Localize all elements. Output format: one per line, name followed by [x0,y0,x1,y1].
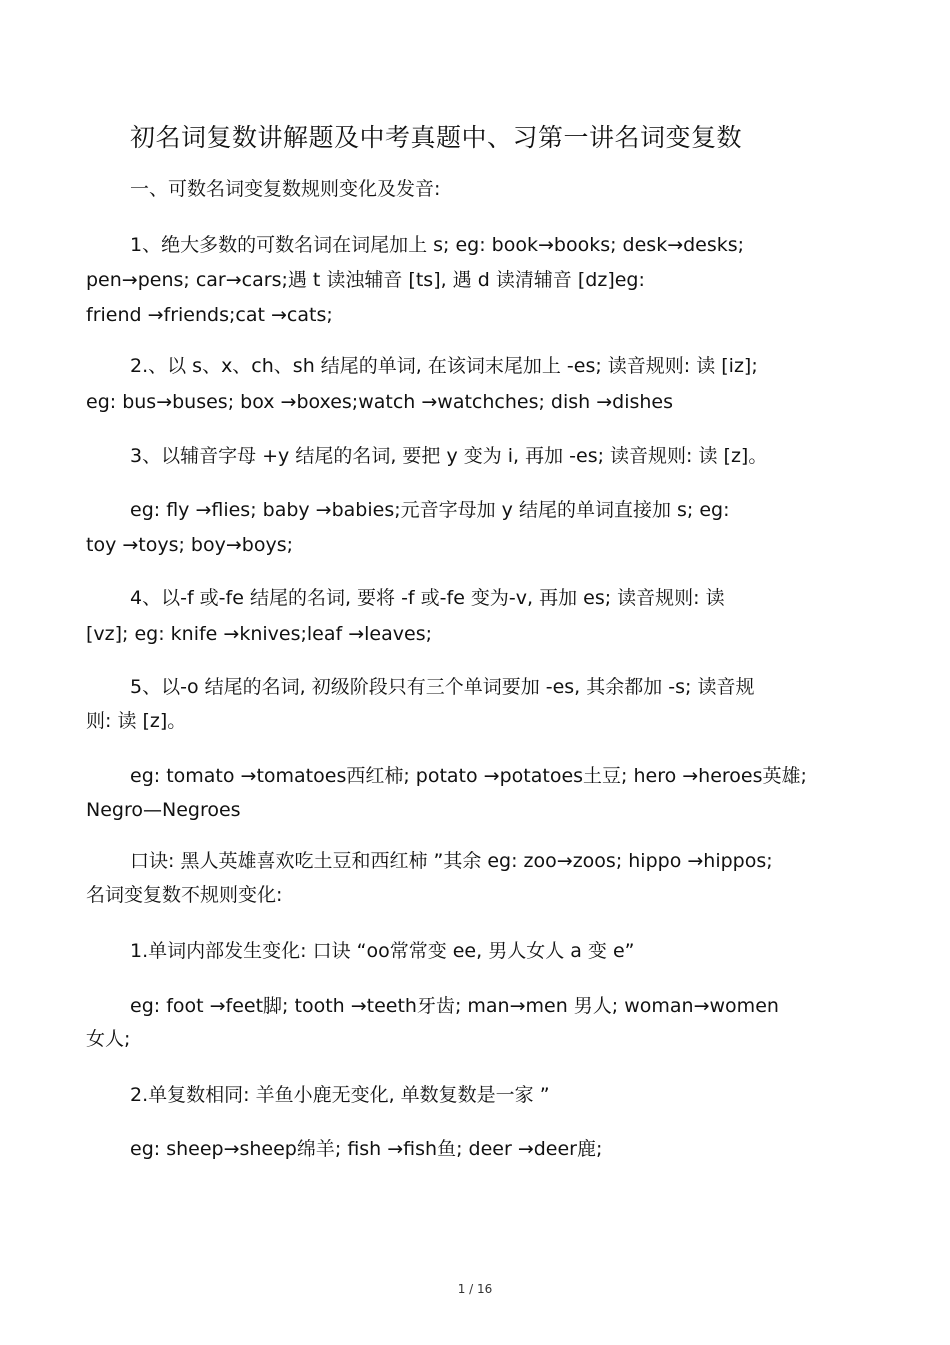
paragraph-line: eg: sheep→sheep绵羊; fish →fish鱼; deer →deer鹿; [130,1138,603,1160]
paragraph-line: toy →toys; boy→boys; [86,534,294,556]
paragraph-line: 5、以-o 结尾的名词, 初级阶段只有三个单词要加 -es, 其余都加 -s; 读音规 [130,676,755,698]
paragraph-line: [vz]; eg: knife →knives;leaf →leaves; [86,623,432,645]
paragraph-line: eg: foot →feet脚; tooth →teeth牙齿; man→men 男人; woman→women [130,995,779,1017]
paragraph-line: 则: 读 [z]。 [86,710,187,732]
paragraph-line: 2.、以 s、x、ch、sh 结尾的单词, 在该词末尾加上 -es; 读音规则: 读 [iz]; [130,355,758,377]
document-title: 初名词复数讲解题及中考真题中、习第一讲名词变复数 [130,123,743,152]
paragraph-line: pen→pens; car→cars;遇 t 读浊辅音 [ts], 遇 d 读清辅音 [dz]eg: [86,269,645,291]
paragraph-line: 1、绝大多数的可数名词在词尾加上 s; eg: book→books; desk→desks; [130,234,745,256]
section-heading-irregular: 名词变复数不规则变化: [86,884,283,906]
paragraph-line: eg: fly →flies; baby →babies;元音字母加 y 结尾的单词直接加 s; eg: [130,499,730,521]
page-indicator: 1 / 16 [457,1282,493,1296]
paragraph-line: 女人; [86,1028,131,1050]
paragraph-line: eg: bus→buses; box →boxes;watch →watchches; dish →dishes [86,391,674,413]
paragraph-line: 口诀: 黑人英雄喜欢吃土豆和西红柿 ”其余 eg: zoo→zoos; hippo →hippos; [130,850,773,872]
paragraph-line: eg: tomato →tomatoes西红柿; potato →potatoes土豆; hero →heroes英雄; [130,765,807,787]
paragraph-line: 1.单词内部发生变化: 口诀 “oo常常变 ee, 男人女人 a 变 e” [130,940,635,962]
paragraph-line: 3、以辅音字母 +y 结尾的名词, 要把 y 变为 i, 再加 -es; 读音规则: 读 [z]。 [130,445,768,467]
paragraph-line: friend →friends;cat →cats; [86,304,333,326]
section-heading-regular: 一、可数名词变复数规则变化及发音: [130,178,441,200]
paragraph-line: 4、以-f 或-fe 结尾的名词, 要将 -f 或-fe 变为-v, 再加 es; 读音规则: 读 [130,587,725,609]
paragraph-line: 2.单复数相同: 羊鱼小鹿无变化, 单数复数是一家 ” [130,1084,550,1106]
paragraph-line: Negro—Negroes [86,799,241,821]
